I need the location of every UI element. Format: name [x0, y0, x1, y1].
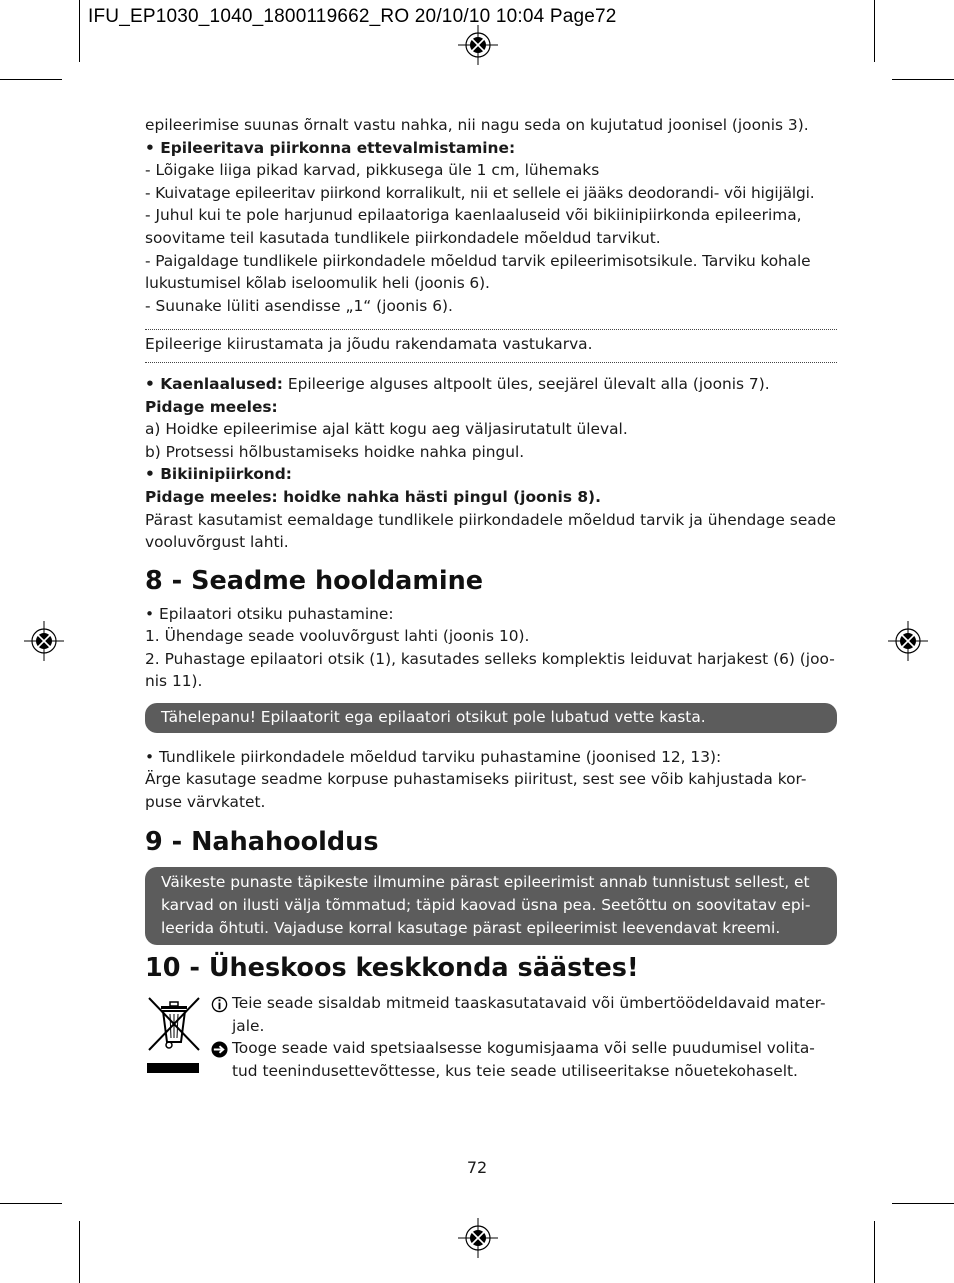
prep-heading: • Epileeritava piirkonna ettevalmistamine:	[145, 138, 516, 157]
arrow-right-circle-icon	[211, 1041, 228, 1058]
remember-label: Pidage meeles:	[145, 397, 278, 416]
bikini-remember: Pidage meeles: hoidke nahka hästi pingul (joonis 8).	[145, 487, 601, 506]
environment-block	[145, 992, 837, 1084]
page-content	[145, 114, 837, 1084]
info-line	[209, 992, 837, 1037]
info-text: Teie seade sisaldab mitmeid taaskasutatavaid või ümbertöödeldavaid mater-jale.	[232, 994, 826, 1035]
section-8-title: 8 - Seadme hooldamine	[145, 565, 484, 596]
prep-item: - Lõigake liiga pikad karvad, pikkusega üle 1 cm, lühemaks	[145, 161, 600, 180]
intro-line: epileerimise suunas õrnalt vastu nahka, nii nagu seda on kujutatud joonisel (joonis 3).	[145, 116, 809, 134]
prep-item: - Kuivatage epileeritav piirkond korralikult, nii et sellele ei jääks deodorandi- või higijälgi.	[145, 183, 815, 202]
skin-care-box: Väikeste punaste täpikeste ilmumine pärast epileerimist annab tunnistust sellest, et karvad on ilusti välja tõmmatud; täpid kaovad üsna pea. Seetõttu on soovitatav epi-leerida õhtuti. Vajaduse korral kasutage pärast epileerimist leevendavat kreemi.	[145, 867, 837, 945]
bikini-label: • Bikiinipiirkond:	[145, 465, 292, 484]
crossed-out-bin-icon	[145, 992, 203, 1076]
cleaning-item: • Tundlikele piirkondadele mõeldud tarviku puhastamine (joonised 12, 13):	[145, 747, 722, 766]
crop-mark-top-left-v	[79, 0, 80, 62]
section-10-title: 10 - Üheskoos keskkonda säästes!	[145, 953, 639, 984]
return-text: Tooge seade vaid spetsiaalsesse kogumisjaama või selle puudumisel volita-tud teenindusettevõttesse, kus teie seade utiliseeritakse nõuetekohaselt.	[232, 1039, 815, 1080]
underarm-text: Epileerige alguses altpoolt üles, seejärel ülevalt alla (joonis 7).	[282, 374, 770, 393]
cleaning-item: 1. Ühendage seade vooluvõrgust lahti (joonis 10).	[145, 627, 530, 646]
underarm-label: • Kaenlaalused:	[145, 374, 283, 393]
page-number: 72	[466, 1158, 488, 1177]
registration-mark-right-icon	[888, 621, 928, 661]
prep-item: - Suunake lüliti asendisse „1“ (joonis 6).	[145, 296, 453, 315]
crop-mark-bottom-left-h	[0, 1203, 62, 1204]
registration-mark-left-icon	[24, 621, 64, 661]
crop-mark-bottom-left-v	[79, 1221, 80, 1283]
cleaning-item: 2. Puhastage epilaatori otsik (1), kasutades selleks komplektis leiduvat harjakest (6) (joo-nis 11).	[145, 649, 835, 691]
cleaning-item: • Epilaatori otsiku puhastamine:	[145, 604, 394, 623]
tip-item: a) Hoidke epileerimise ajal kätt kogu aeg väljasirutatult üleval.	[145, 420, 628, 439]
warning-box: Tähelepanu! Epilaatorit ega epilaatori otsikut pole lubatud vette kasta.	[145, 703, 837, 733]
crop-mark-bottom-right-h	[892, 1203, 954, 1204]
environment-text	[209, 992, 837, 1082]
registration-mark-top-icon	[458, 25, 498, 65]
return-line	[209, 1037, 837, 1082]
crop-mark-bottom-right-v	[874, 1221, 875, 1283]
section-9-title: 9 - Nahahooldus	[145, 827, 379, 858]
crop-mark-top-right-h	[892, 79, 954, 80]
info-icon	[211, 996, 228, 1013]
crop-mark-top-right-v	[874, 0, 875, 62]
underarm-paragraph	[145, 373, 837, 396]
tip-item: b) Protsessi hõlbustamiseks hoidke nahka pingul.	[145, 442, 525, 461]
prep-item: - Juhul kui te pole harjunud epilaatoriga kaenlaaluseid või bikiinipiirkonda epileerima, soovitame teil kasutada tundlikele piirkondadele mõeldud tarvikut.	[145, 206, 802, 247]
crop-mark-top-left-h	[0, 79, 62, 80]
registration-mark-bottom-icon	[458, 1218, 498, 1258]
print-header-slug: IFU_EP1030_1040_1800119662_RO 20/10/10 10:04 Page72	[88, 6, 617, 27]
dotted-divider-bottom	[145, 362, 837, 363]
dotted-note: Epileerige kiirustamata ja jõudu rakendamata vastukarva.	[145, 335, 593, 354]
after-use-text: Pärast kasutamist eemaldage tundlikele piirkondadele mõeldud tarvik ja ühendage seade vooluvõrgust lahti.	[145, 510, 836, 552]
prep-item: - Paigaldage tundlikele piirkondadele mõeldud tarvik epileerimisotsikule. Tarviku kohale lukustumisel kõlab iseloomulik heli (joonis 6).	[145, 251, 811, 293]
cleaning-item: Ärge kasutage seadme korpuse puhastamiseks piiritust, sest see võib kahjustada kor-puse värvkatet.	[145, 770, 807, 811]
